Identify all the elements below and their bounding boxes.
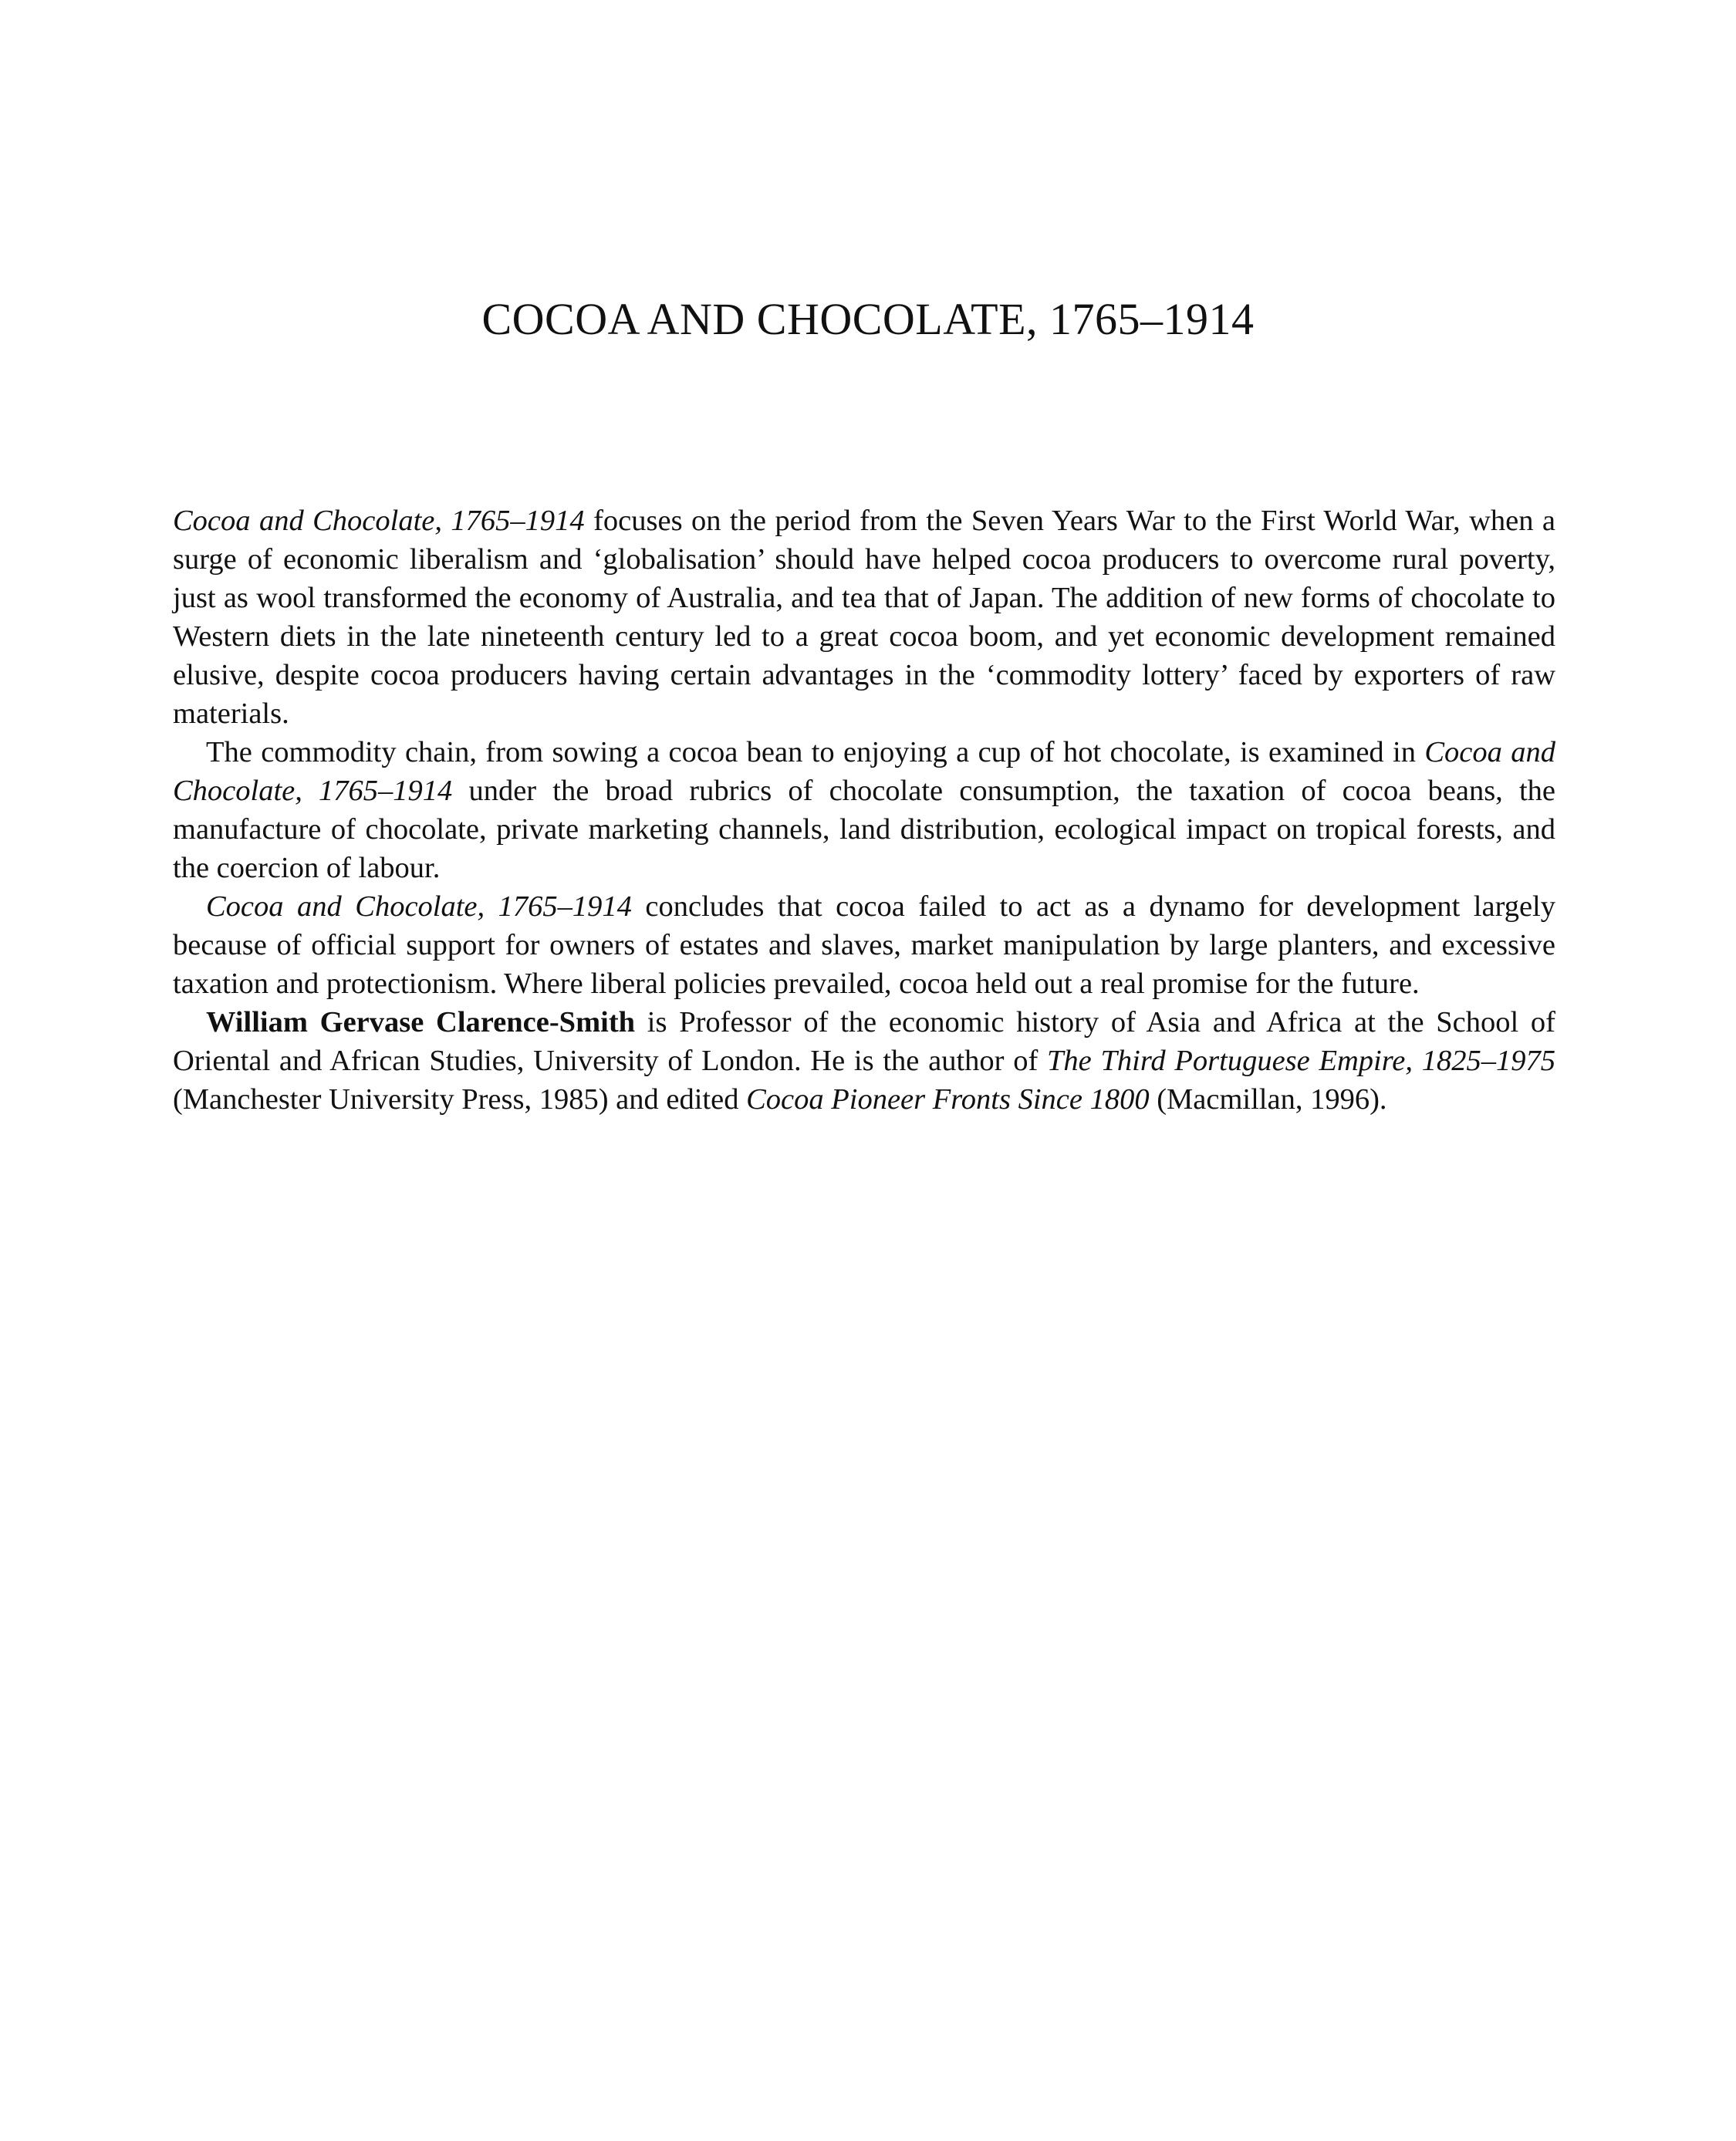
author-name: William Gervase Clarence-Smith [206,1006,636,1038]
paragraph-commodity-chain [173,733,1555,887]
paragraph-text: is Professor of the economic history of Asia and Africa at the School of Oriental and African Studies, University of London. He is the author of [173,1006,1555,1077]
paragraph-author-bio [173,1003,1555,1119]
book-title-reference: Cocoa and Chocolate, 1765–1914 [173,736,1555,807]
book-title-reference: Cocoa and Chocolate, 1765–1914 [206,890,632,923]
paragraph-text: The commodity chain, from sowing a cocoa bean to enjoying a cup of hot chocolate, is examined in [206,736,1425,768]
paragraph-text: focuses on the period from the Seven Years War to the First World War, when a surge of economic liberalism and ‘globalisation’ should have helped cocoa producers to overcome rural poverty, just as wool transformed the economy of Australia, and tea that of Japan. The addition of new forms of chocolate to Western diets in the late nineteenth century led to a great cocoa boom, and yet economic development remained elusive, despite cocoa producers having certain advantages in the ‘commodity lottery’ faced by exporters of raw materials. [173,505,1555,730]
paragraph-text: (Manchester University Press, 1985) and edited [173,1083,747,1116]
paragraph-text: under the broad rubrics of chocolate consumption, the taxation of cocoa beans, the manufacture of chocolate, private marketing channels, land distribution, ecological impact on tropical forests, and the coercion of labour. [173,775,1555,884]
paragraph-text: (Macmillan, 1996). [1149,1083,1387,1116]
book-description [173,501,1555,1119]
book-title-reference: The Third Portuguese Empire, 1825–1975 [1047,1045,1556,1077]
page-title: COCOA AND CHOCOLATE, 1765–1914 [481,294,1255,344]
book-title-reference: Cocoa Pioneer Fronts Since 1800 [746,1083,1150,1116]
paragraph-overview [173,501,1555,733]
paragraph-conclusion [173,887,1555,1003]
paragraph-text: concludes that cocoa failed to act as a dynamo for development largely because of official support for owners of estates and slaves, market manipulation by large planters, and excessive taxation and protectionism. Where liberal policies prevailed, cocoa held out a real promise for the future. [173,890,1555,1000]
book-title-reference: Cocoa and Chocolate, 1765–1914 [173,505,585,537]
